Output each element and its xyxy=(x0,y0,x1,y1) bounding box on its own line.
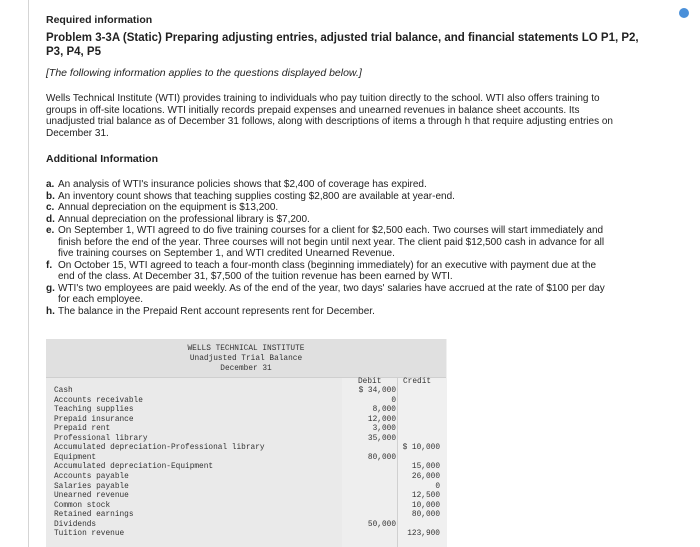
item-text: On September 1, WTI agreed to do five training courses for a client for $2,500 each. Two courses will start immediately and finish before the end of the year. Three courses will not begin until next year. The client paid $12,500 cash in advance for all five training courses on September 1, and WTI credited Unearned Revenue. xyxy=(58,225,605,259)
item-letter: h. xyxy=(46,305,55,317)
adjustment-item xyxy=(46,191,646,203)
adjustment-items xyxy=(46,179,646,317)
table-row xyxy=(46,521,446,529)
account-name: Accumulated depreciation-Professional library xyxy=(54,444,265,453)
item-text: The balance in the Prepaid Rent account represents rent for December. xyxy=(58,305,375,317)
account-name: Accounts receivable xyxy=(54,396,143,405)
account-name: Equipment xyxy=(54,453,97,462)
item-letter: g. xyxy=(46,282,55,294)
debit-amount: 3,000 xyxy=(372,425,396,434)
intro-paragraph: Wells Technical Institute (WTI) provides training to individuals who pay tuition directly to the school. WTI also offers training to groups in off-site locations. WTI initially records prepaid expenses and unearned revenues in balance sheet accounts. Its unadjusted trial balance as of December 31 follows, along with descriptions of items a through h that require adjusting entries on December 31. xyxy=(46,93,613,139)
tb-subtitle: Unadjusted Trial Balance xyxy=(189,355,303,363)
debit-header: Debit xyxy=(358,378,382,386)
adjustment-item xyxy=(46,283,646,306)
account-name: Unearned revenue xyxy=(54,492,129,501)
table-row xyxy=(46,435,446,443)
problem-title: Problem 3-3A (Static) Preparing adjusting entries, adjusted trial balance, and financial statements LO P1, P2, P3, P4, P5 xyxy=(46,32,639,58)
item-letter: f. xyxy=(46,259,53,271)
tb-date: December 31 xyxy=(220,365,272,373)
item-text: On October 15, WTI agreed to teach a four-month class (beginning immediately) for an executive with payment due at the end of the class. At December 31, $7,500 of the tuition revenue has been earned by WTI. xyxy=(58,259,597,282)
required-label: Required information xyxy=(46,14,153,26)
credit-amount: 15,000 xyxy=(411,463,440,472)
adjustment-item xyxy=(46,214,646,226)
adjustment-item xyxy=(46,306,646,318)
account-name: Common stock xyxy=(54,501,111,510)
item-text: Annual depreciation on the equipment is $13,200. xyxy=(58,202,279,213)
credit-header: Credit xyxy=(403,378,432,386)
adjustment-item xyxy=(46,225,646,260)
item-letter: d. xyxy=(46,213,55,225)
table-row xyxy=(46,425,446,433)
table-row xyxy=(46,492,446,500)
item-letter: c. xyxy=(46,202,55,213)
table-row xyxy=(46,444,446,452)
item-text: WTI's two employees are paid weekly. As of the end of the year, two days' salaries have accrued at the rate of $100 per day for each employee. xyxy=(58,282,605,305)
credit-amount: 80,000 xyxy=(411,511,440,520)
tb-company-name: WELLS TECHNICAL INSTITUTE xyxy=(187,345,305,353)
debit-amount: 12,000 xyxy=(367,415,396,424)
account-name: Accumulated depreciation-Equipment xyxy=(54,463,214,472)
item-letter: b. xyxy=(46,190,55,202)
account-name: Salaries payable xyxy=(54,482,129,491)
table-row xyxy=(46,397,446,405)
item-text: Annual depreciation on the professional library is $7,200. xyxy=(58,213,310,225)
table-row xyxy=(46,530,446,538)
credit-amount: 26,000 xyxy=(411,472,440,481)
debit-amount: 50,000 xyxy=(367,520,396,529)
account-name: Cash xyxy=(54,387,73,395)
item-text: An analysis of WTI's insurance policies shows that $2,400 of coverage has expired. xyxy=(58,179,427,190)
item-letter: a. xyxy=(46,179,55,190)
debit-amount: 8,000 xyxy=(372,406,396,415)
applies-note: [The following information applies to the questions displayed below.] xyxy=(46,67,362,79)
account-name: Tuition revenue xyxy=(54,530,125,539)
adjustment-item xyxy=(46,202,646,214)
item-text: An inventory count shows that teaching supplies costing $2,800 are available at year-end. xyxy=(58,190,455,202)
table-row xyxy=(46,463,446,471)
table-row xyxy=(46,502,446,510)
table-row xyxy=(46,416,446,424)
debit-amount: 35,000 xyxy=(367,434,396,443)
account-name: Professional library xyxy=(54,434,148,443)
debit-amount: 0 xyxy=(391,396,396,405)
additional-info-heading: Additional Information xyxy=(46,153,158,165)
problem-content xyxy=(46,14,646,317)
table-row xyxy=(46,473,446,481)
table-row xyxy=(46,454,446,462)
account-name: Teaching supplies xyxy=(54,406,134,415)
item-letter: e. xyxy=(46,225,55,236)
account-name: Dividends xyxy=(54,520,97,529)
credit-amount: 0 xyxy=(435,482,440,491)
adjustment-item xyxy=(46,179,646,191)
adjustment-item xyxy=(46,260,646,283)
credit-amount: 10,000 xyxy=(411,501,440,510)
account-name: Retained earnings xyxy=(54,511,134,520)
table-row xyxy=(46,406,446,414)
credit-amount: 12,500 xyxy=(411,492,440,501)
debit-amount: $ 34,000 xyxy=(358,387,396,395)
trial-balance-table xyxy=(46,339,446,547)
info-icon[interactable] xyxy=(679,8,689,18)
credit-amount: 123,900 xyxy=(407,530,440,539)
table-row xyxy=(46,511,446,519)
table-row xyxy=(46,483,446,491)
account-name: Prepaid insurance xyxy=(54,415,134,424)
credit-amount: $ 10,000 xyxy=(402,444,440,453)
table-row xyxy=(46,387,446,395)
account-name: Prepaid rent xyxy=(54,425,111,434)
debit-amount: 80,000 xyxy=(367,453,396,462)
trial-balance-header xyxy=(46,339,446,378)
account-name: Accounts payable xyxy=(54,472,129,481)
